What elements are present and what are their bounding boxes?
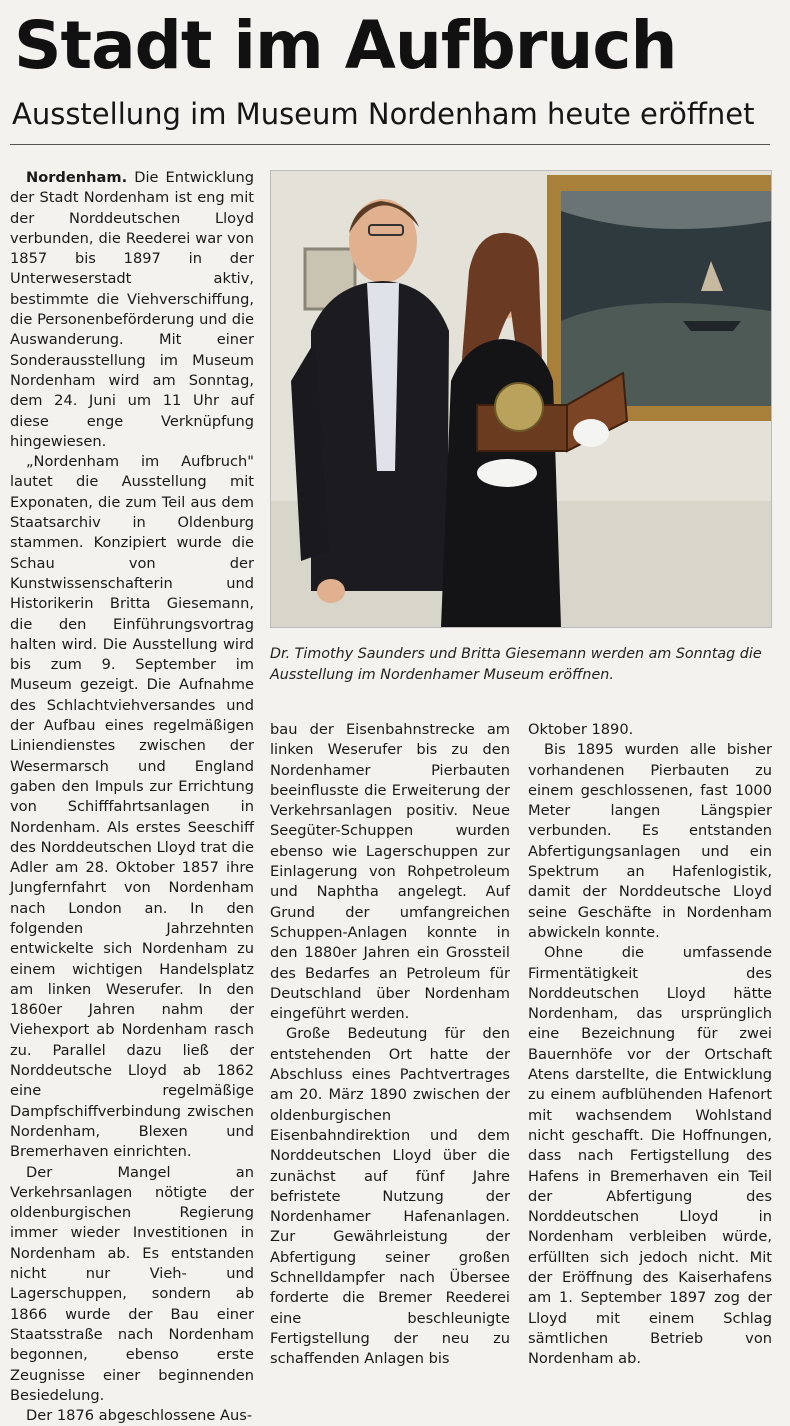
article-paragraph-4-cont: bau der Eisenbahnstrecke am linken Weserufer bis zu den Nordenhamer Pierbauten beeinflusste die Erweiterung der Verkehrsanlagen positiv. Neue Seegüter-Schuppen wurden ebenso wie Lagerschuppen zur Einlagerung von Rohpetroleum und Naphtha angelegt. Auf Grund der umfangreichen Schuppen-Anlagen konnte in den 1880er Jahren ein Grossteil des Bedarfes an Petroleum für Deutschland über Nordenham eingeführt werden.: [270, 721, 510, 1023]
dateline: Nordenham.: [26, 169, 128, 186]
photo-caption: Dr. Timothy Saunders und Britta Giesemann werden am Sonntag die Ausstellung im Nordenhamer Museum eröffnen.: [270, 646, 762, 683]
article-paragraph-3: Der Mangel an Verkehrsanlagen nötigte der oldenburgischen Regierung immer wieder Investitionen in Nordenham ab. Es entstanden nicht nur Vieh- und Lagerschuppen, sondern ab 1866 wurde der Bau einer Staatsstraße nach Nordenham begonnen, ebenso erste Zeugnisse einer beginnenden Besiedelung.: [10, 1163, 254, 1404]
article-column-3: [528, 720, 772, 1370]
article-photo: [270, 170, 772, 628]
article-paragraph-4-start: Der 1876 abgeschlossene Aus-: [26, 1407, 253, 1425]
article-column-2: [270, 720, 510, 1370]
article-paragraph-7: Ohne die umfassende Firmentätigkeit des Norddeutschen Lloyd hätte Nordenham, das ursprünglich eine Bezeichnung für zwei Bauernhöfe vor der Ortschaft Atens darstellte, die Entwicklung zu einem aufblühenden Hafenort mit wachsendem Wohlstand nicht geschafft. Die Hoffnungen, dass nach Fertigstellung des Hafens in Bremerhaven ein Teil der Abfertigung des Norddeutschen Lloyd in Nordenham verbleiben würde, erfüllten sich jedoch nicht. Mit der Eröffnung des Kaiserhafens am 1. September 1897 zog der Lloyd mit einem Schlag sämtlichen Betrieb von Nordenham ab.: [528, 944, 772, 1368]
article-paragraph-5: Große Bedeutung für den entstehenden Ort hatte der Abschluss eines Pachtvertrages am 20. März 1890 zwischen der oldenburgischen Eisenbahndirektion und dem Norddeutschen Lloyd über die zunächst auf fünf Jahre befristete Nutzung der Nordenhamer Hafenanlagen. Zur Gewährleistung der Abfertigung seiner großen Schnelldampfer nach Übersee forderte die Bremer Reederei eine beschleunigte Fertigstellung der neu zu schaffenden Anlagen bis: [270, 1025, 510, 1368]
article-paragraph-5-cont: Oktober 1890.: [528, 721, 634, 738]
subheadline: Ausstellung im Museum Nordenham heute eröffnet: [12, 97, 755, 131]
article-paragraph-1: Nordenham. Die Entwicklung der Stadt Nordenham ist eng mit der Norddeutschen Lloyd verbunden, die Reederei war von 1857 bis 1897 in der Unterweserstadt aktiv, bestimmte die Viehverschiffung, die Personenbeförderung und die Auswanderung. Mit einer Sonderausstellung im Museum Nordenham wird am Sonntag, dem 24. Juni um 11 Uhr auf diese enge Verknüpfung hingewiesen.: [10, 169, 254, 450]
article-paragraph-6: Bis 1895 wurden alle bisher vorhandenen Pierbauten zu einem geschlossenen, fast 1000 Meter langen Längspier verbunden. Es entstanden Abfertigungsanlagen und ein Spektrum an Hafenlogistik, damit der Norddeutsche Lloyd seine Geschäfte in Nordenham abwickeln konnte.: [528, 741, 772, 941]
headline: Stadt im Aufbruch: [14, 7, 677, 84]
header-rule: [10, 144, 770, 145]
article-column-1: [10, 168, 254, 1426]
article-paragraph-2: „Nordenham im Aufbruch" lautet die Ausstellung mit Exponaten, die zum Teil aus dem Staatsarchiv in Oldenburg stammen. Konzipiert wurde die Schau von der Kunstwissenschafterin und Historikerin Britta Giesemann, die den Einführungsvortrag halten wird. Die Ausstellung wird bis zum 9. September im Museum gezeigt. Die Aufnahme des Schlachtviehversandes und der Aufbau eines regelmäßigen Liniendienstes zwischen der Wesermarsch und England gaben den Impuls zur Errichtung von Schifffahrtsanlagen in Nordenham. Als erstes Seeschiff des Norddeutschen Lloyd trat die Adler am 28. Oktober 1857 ihre Jungfernfahrt von Nordenham nach London an. In den folgenden Jahrzehnten entwickelte sich Nordenham zu einem wichtigen Handelsplatz am linken Weserufer. In den 1860er Jahren nahm der Viehexport ab Nordenham rasch zu. Parallel dazu ließ der Norddeutsche Lloyd ab 1862 eine regelmäßige Dampfschiffverbindung zwischen Nordenham, Blexen und Bremerhaven einrichten.: [10, 453, 254, 1161]
photo-illustration: [271, 171, 771, 627]
